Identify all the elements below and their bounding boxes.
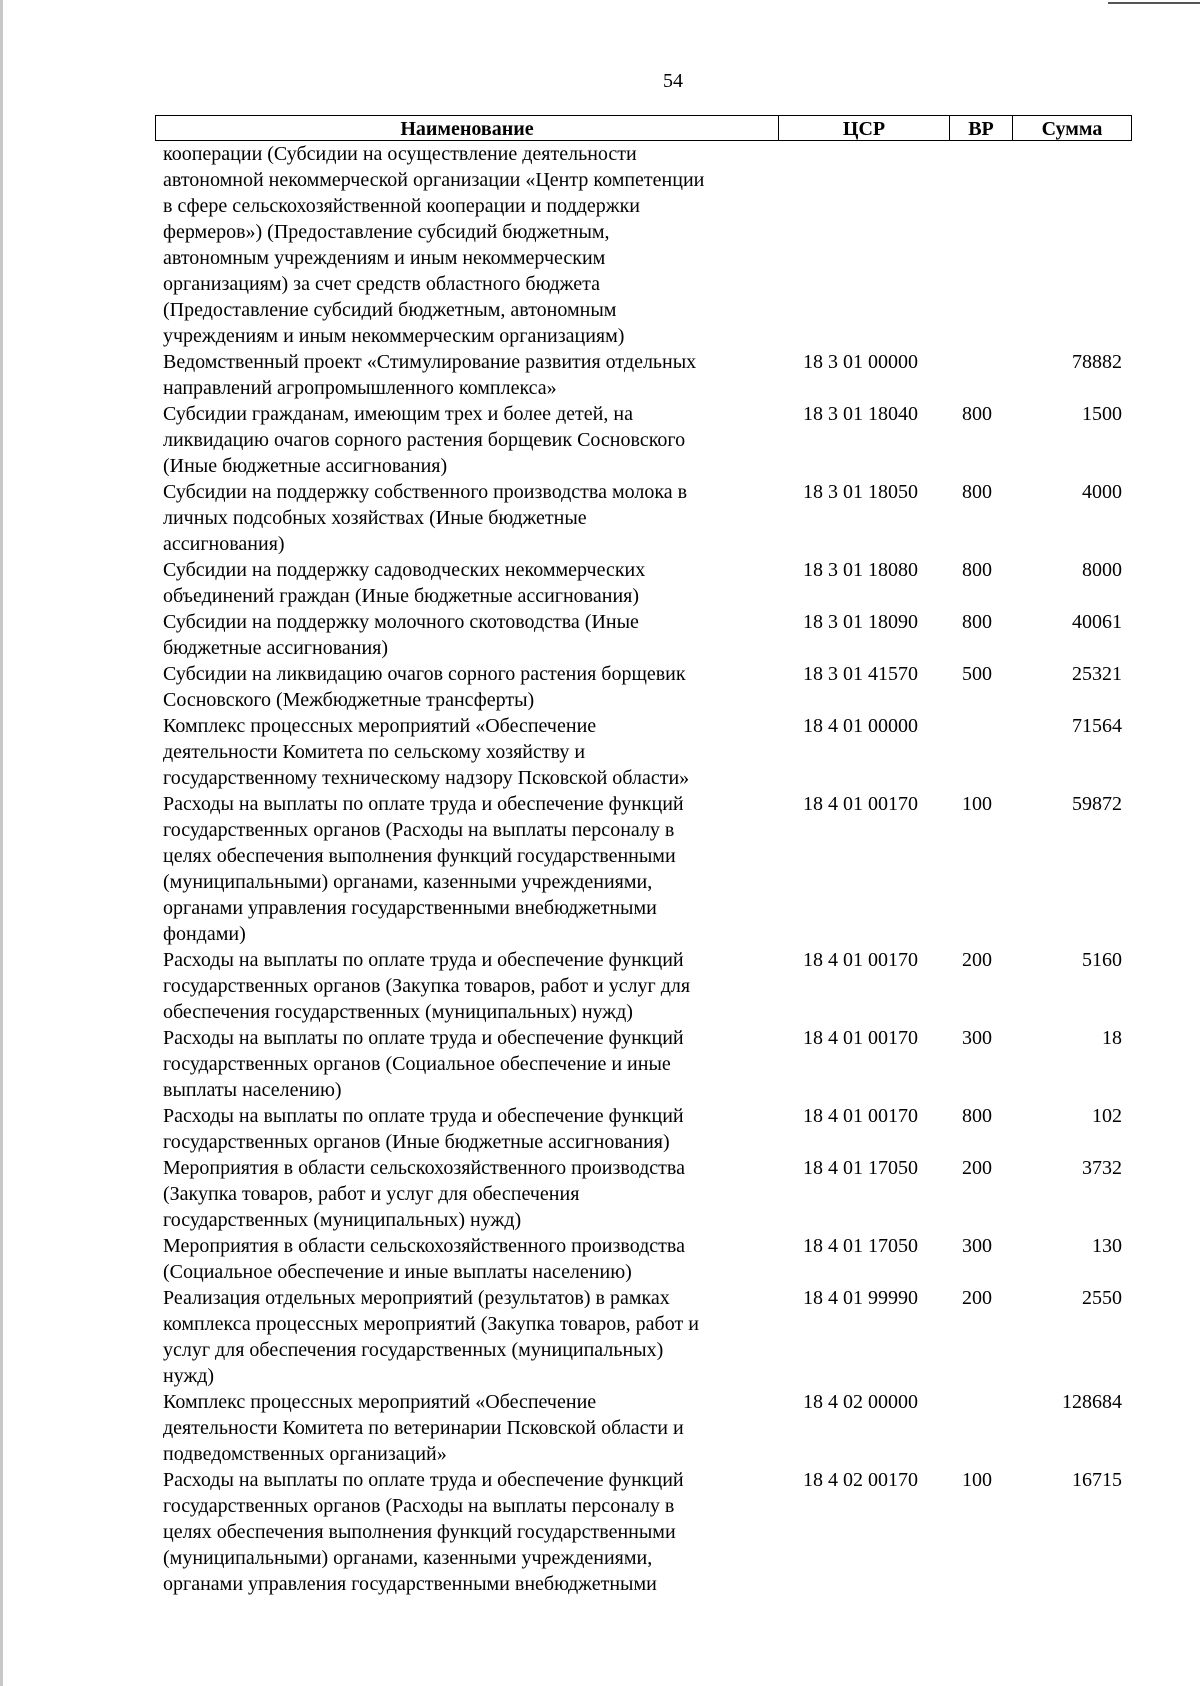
row-sum: 78882 <box>1072 351 1122 373</box>
table-row <box>0 609 1200 661</box>
row-name: Субсидии на ликвидацию очагов сорного растения борщевик Сосновского (Межбюджетные трансферты) <box>163 663 686 711</box>
row-vr: 200 <box>962 1157 992 1179</box>
row-csr: 18 3 01 41570 <box>803 663 918 685</box>
table-row <box>0 401 1200 479</box>
row-csr: 18 3 01 00000 <box>803 351 918 373</box>
row-sum: 2550 <box>1082 1287 1122 1309</box>
table-row <box>0 1389 1200 1467</box>
row-csr: 18 4 01 00170 <box>803 1027 918 1049</box>
row-name: Расходы на выплаты по оплате труда и обеспечение функций государственных органов (Расходы на выплаты персоналу в целях обеспечения выполнения функций государственными (муниципальными) органами, казенными учреждениями, органами управления государственными внебюджетными фондами) <box>163 793 684 945</box>
row-csr: 18 3 01 18080 <box>803 559 918 581</box>
table-row <box>0 479 1200 557</box>
table-row <box>0 791 1200 947</box>
table-body <box>0 141 1200 1597</box>
row-csr: 18 4 01 17050 <box>803 1235 918 1257</box>
table-row <box>0 947 1200 1025</box>
scan-edge-top-right <box>1108 2 1200 4</box>
row-sum: 71564 <box>1072 715 1122 737</box>
table-row <box>0 1467 1200 1597</box>
row-name: Субсидии на поддержку садоводческих некоммерческих объединений граждан (Иные бюджетные ассигнования) <box>163 559 646 607</box>
row-vr: 500 <box>962 663 992 685</box>
row-csr: 18 4 01 17050 <box>803 1157 918 1179</box>
row-sum: 59872 <box>1072 793 1122 815</box>
table-row <box>0 661 1200 713</box>
row-sum: 25321 <box>1072 663 1122 685</box>
row-csr: 18 4 02 00000 <box>803 1391 918 1413</box>
row-vr: 800 <box>962 481 992 503</box>
row-sum: 5160 <box>1082 949 1122 971</box>
row-vr: 300 <box>962 1235 992 1257</box>
row-vr: 300 <box>962 1027 992 1049</box>
row-sum: 16715 <box>1072 1469 1122 1491</box>
row-sum: 3732 <box>1082 1157 1122 1179</box>
table-row <box>0 141 1200 349</box>
row-sum: 130 <box>1092 1235 1122 1257</box>
table-row <box>0 1103 1200 1155</box>
row-name: Субсидии на поддержку молочного скотоводства (Иные бюджетные ассигнования) <box>163 611 639 659</box>
table-row <box>0 557 1200 609</box>
table-row <box>0 1233 1200 1285</box>
row-vr: 800 <box>962 611 992 633</box>
row-vr: 200 <box>962 949 992 971</box>
row-vr: 800 <box>962 559 992 581</box>
table-row <box>0 1155 1200 1233</box>
row-name: Ведомственный проект «Стимулирование развития отдельных направлений агропромышленного комплекса» <box>163 351 697 399</box>
row-name: Субсидии гражданам, имеющим трех и более детей, на ликвидацию очагов сорного растения борщевик Сосновского (Иные бюджетные ассигнования) <box>163 403 686 477</box>
table-row <box>0 1285 1200 1389</box>
row-vr: 100 <box>962 793 992 815</box>
row-csr: 18 3 01 18040 <box>803 403 918 425</box>
header-vr: ВР <box>950 116 1013 140</box>
row-vr: 800 <box>962 1105 992 1127</box>
row-sum: 8000 <box>1082 559 1122 581</box>
row-csr: 18 4 02 00170 <box>803 1469 918 1491</box>
row-vr: 100 <box>962 1469 992 1491</box>
row-csr: 18 4 01 00170 <box>803 793 918 815</box>
row-sum: 18 <box>1102 1027 1122 1049</box>
row-vr: 800 <box>962 403 992 425</box>
row-name: Мероприятия в области сельскохозяйственного производства (Социальное обеспечение и иные выплаты населению) <box>163 1235 685 1283</box>
row-name: Мероприятия в области сельскохозяйственного производства (Закупка товаров, работ и услуг для обеспечения государственных (муниципальных) нужд) <box>163 1157 685 1231</box>
header-csr: ЦСР <box>779 116 950 140</box>
row-csr: 18 4 01 00170 <box>803 1105 918 1127</box>
header-sum: Сумма <box>1041 118 1103 140</box>
row-name: Расходы на выплаты по оплате труда и обеспечение функций государственных органов (Социальное обеспечение и иные выплаты населению) <box>163 1027 684 1101</box>
row-sum: 40061 <box>1072 611 1122 633</box>
row-sum: 102 <box>1092 1105 1122 1127</box>
page-number: 54 <box>663 70 683 92</box>
row-csr: 18 3 01 18090 <box>803 611 918 633</box>
row-csr: 18 4 01 00000 <box>803 715 918 737</box>
row-csr: 18 4 01 00170 <box>803 949 918 971</box>
row-sum: 4000 <box>1082 481 1122 503</box>
row-csr: 18 3 01 18050 <box>803 481 918 503</box>
row-name: Расходы на выплаты по оплате труда и обеспечение функций государственных органов (Расходы на выплаты персоналу в целях обеспечения выполнения функций государственными (муниципальными) органами, казенными учреждениями, органами управления государственными внебюджетными <box>163 1469 684 1595</box>
table-row <box>0 713 1200 791</box>
row-vr: 200 <box>962 1287 992 1309</box>
row-sum: 128684 <box>1062 1391 1122 1413</box>
row-name: Реализация отдельных мероприятий (результатов) в рамках комплекса процессных мероприятий (Закупка товаров, работ и услуг для обеспечения государственных (муниципальных) нужд) <box>163 1287 699 1387</box>
row-name: Субсидии на поддержку собственного производства молока в личных подсобных хозяйствах (Иные бюджетные ассигнования) <box>163 481 688 555</box>
table-row <box>0 1025 1200 1103</box>
table-row <box>0 349 1200 401</box>
row-name: Расходы на выплаты по оплате труда и обеспечение функций государственных органов (Закупка товаров, работ и услуг для обеспечения государственных (муниципальных) нужд) <box>163 949 691 1023</box>
row-name: Комплекс процессных мероприятий «Обеспечение деятельности Комитета по сельскому хозяйству и государственному техническому надзору Псковской области» <box>163 715 690 789</box>
row-csr: 18 4 01 99990 <box>803 1287 918 1309</box>
row-name: Комплекс процессных мероприятий «Обеспечение деятельности Комитета по ветеринарии Псковской области и подведомственных организаций» <box>163 1391 684 1465</box>
row-name: кооперации (Субсидии на осуществление деятельности автономной некоммерческой организации «Центр компетенции в сфере сельскохозяйственной кооперации и поддержки фермеров») (Предоставление субсидий бюджетным, автономным учреждениям и иным некоммерческим организациям) за счет средств областного бюджета (Предоставление субсидий бюджетным, автономным учреждениям и иным некоммерческим организациям) <box>163 143 705 347</box>
header-name: Наименование <box>156 116 779 140</box>
row-sum: 1500 <box>1082 403 1122 425</box>
row-name: Расходы на выплаты по оплате труда и обеспечение функций государственных органов (Иные бюджетные ассигнования) <box>163 1105 684 1153</box>
table-header <box>155 115 1132 141</box>
